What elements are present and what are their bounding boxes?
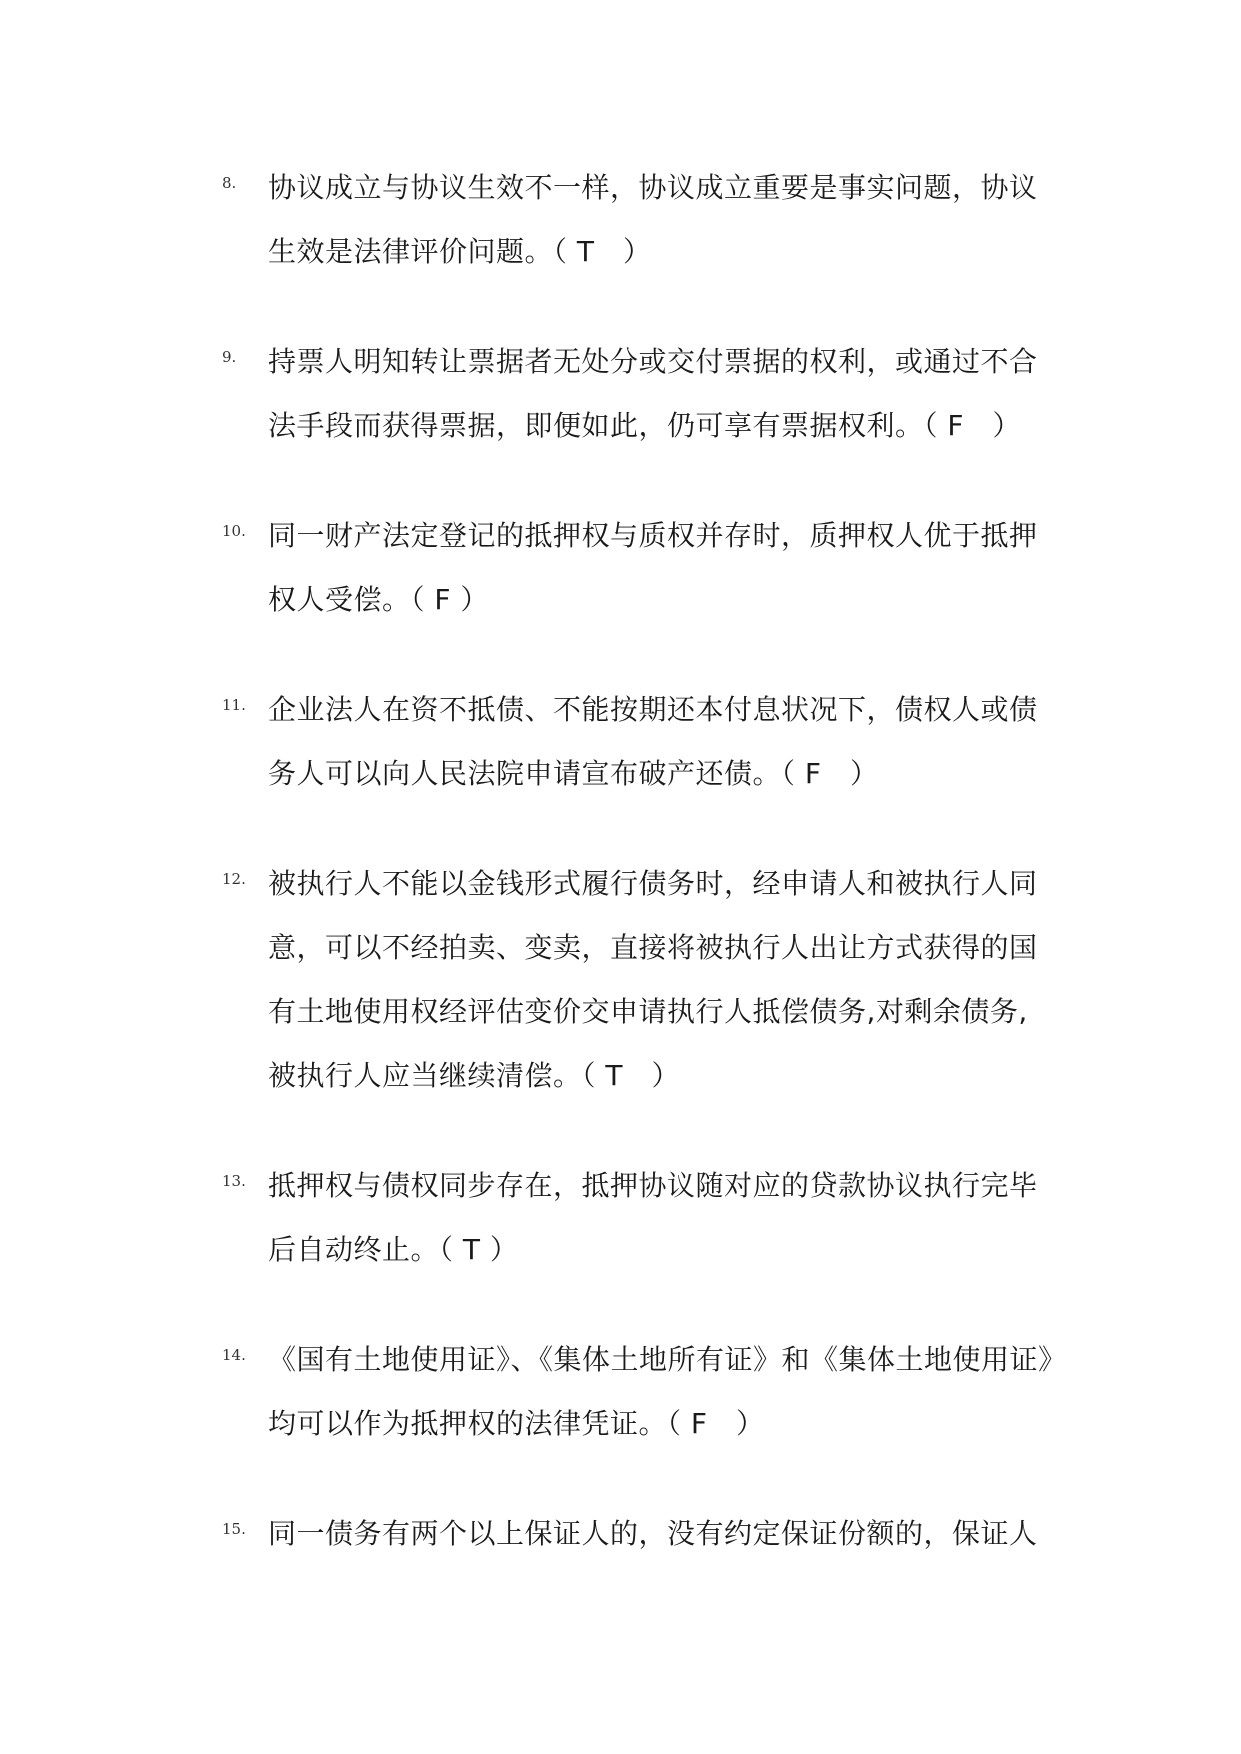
question-list [0,156,1241,1612]
question-number: 14. [222,1346,246,1364]
question-text-line: 均可以作为抵押权的法律凭证。（ F ） [268,1407,765,1440]
question-item-15 [0,1502,1241,1566]
question-text-line: 《国有土地使用证》、《集体土地所有证》和《集体土地使用证》 [268,1343,1067,1376]
question-item-13 [0,1154,1241,1282]
question-item-12 [0,852,1241,1108]
question-text-line: 意，可以不经拍卖、变卖，直接将被执行人出让方式获得的国 [268,931,1038,964]
question-text-line: 抵押权与债权同步存在，抵押协议随对应的贷款协议执行完毕 [268,1169,1038,1202]
question-text-line: 同一债务有两个以上保证人的，没有约定保证份额的，保证人 [268,1517,1038,1550]
question-item-10 [0,504,1241,632]
question-text-line: 后自动终止。（ T ） [268,1233,519,1266]
question-number: 10. [222,522,246,540]
question-item-8 [0,156,1241,284]
question-text-line: 被执行人不能以金钱形式履行债务时，经申请人和被执行人同 [268,867,1038,900]
question-text-line: 权人受偿。（ F ） [268,583,489,616]
question-text-line: 生效是法律评价问题。（ T ） [268,235,652,268]
question-text-line: 同一财产法定登记的抵押权与质权并存时，质押权人优于抵押 [268,519,1038,552]
question-number: 15. [222,1520,246,1538]
question-item-9 [0,330,1241,458]
question-text-line: 有土地使用权经评估变价交申请执行人抵偿债务,对剩余债务, [268,995,1028,1028]
question-text-line: 企业法人在资不抵债、不能按期还本付息状况下，债权人或债 [268,693,1038,726]
question-number: 9. [222,348,237,366]
question-number: 11. [222,696,246,714]
question-text-line: 务人可以向人民法院申请宣布破产还债。（ F ） [268,757,879,790]
question-text-line: 协议成立与协议生效不一样，协议成立重要是事实问题，协议 [268,171,1038,204]
question-item-14 [0,1328,1241,1456]
question-text-line: 持票人明知转让票据者无处分或交付票据的权利，或通过不合 [268,345,1038,378]
question-text-line: 被执行人应当继续清偿。（ T ） [268,1059,681,1092]
question-item-11 [0,678,1241,806]
question-number: 8. [222,174,237,192]
question-text-line: 法手段而获得票据，即便如此，仍可享有票据权利。（ F ） [268,409,1022,442]
question-number: 12. [222,870,246,888]
question-number: 13. [222,1172,246,1190]
